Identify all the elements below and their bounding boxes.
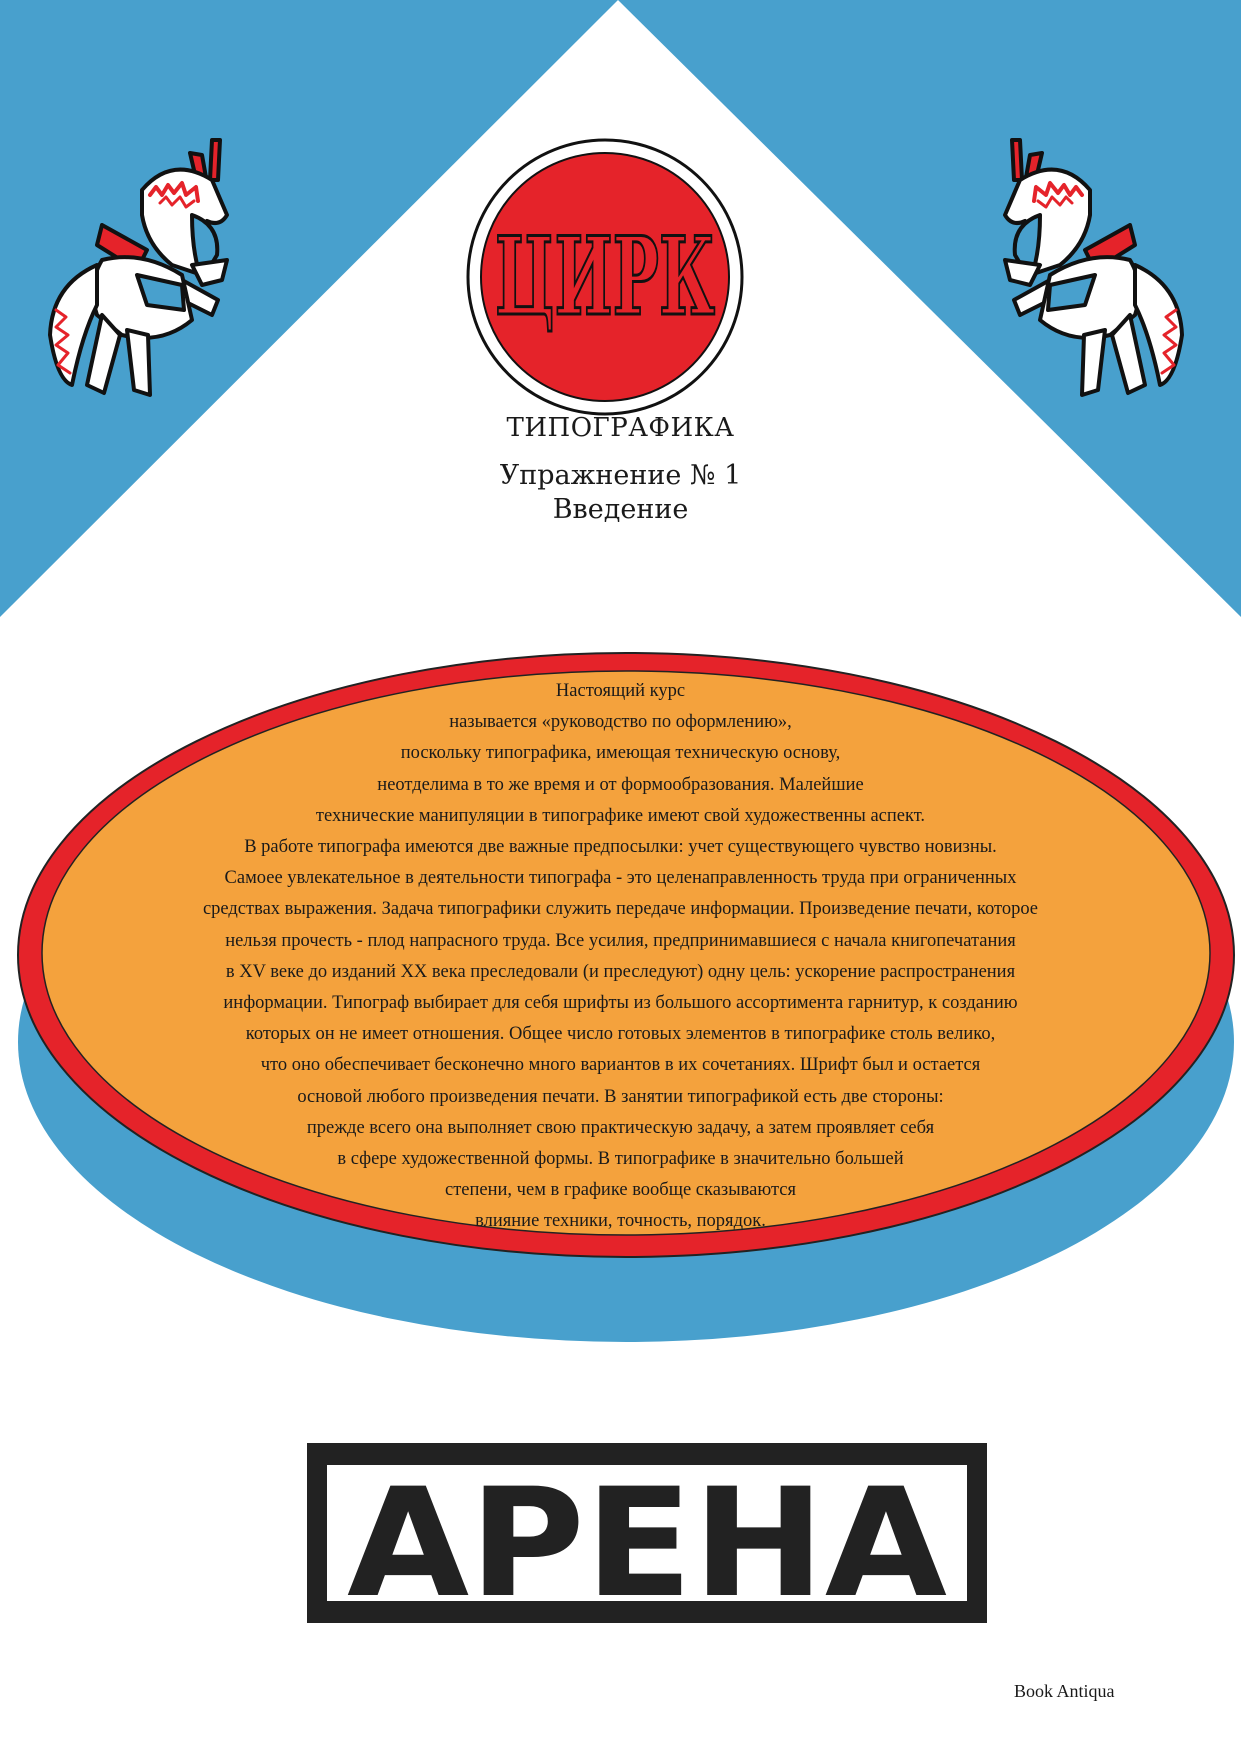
font-name-label: Book Antiqua (1014, 1681, 1115, 1701)
oval-text-line: В работе типографа имеются две важные предпосылки: учет существующего чувство новизны. (244, 837, 997, 858)
oval-text-line: которых он не имеет отношения. Общее число готовых элементов в типографике столь велико, (245, 1024, 996, 1045)
oval-text-line: степени, чем в графике вообще сказываются (445, 1180, 796, 1201)
circus-logo (465, 137, 745, 417)
oval-text-line: поскольку типографика, имеющая техническую основу, (400, 743, 841, 764)
exercise-title: Упражнение № 1 (499, 460, 742, 491)
circus-horse-icon (42, 135, 232, 405)
oval-text-line: нельзя прочесть - плод напрасного труда. Все усилия, предпринимавшиеся с начала книгопечатания (225, 930, 1016, 951)
oval-text-line: неотделима в то же время и от формообразования. Малейшие (377, 774, 864, 795)
subtitle: ТИПОГРАФИКА (506, 413, 735, 443)
arena-text: АРЕНА (347, 1457, 947, 1631)
oval-text-line: технические манипуляции в типографике имеют свой художественны аспект. (315, 805, 926, 826)
oval-text-line: средствах выражения. Задача типографики служить передаче информации. Произведение печати, которое (202, 899, 1039, 920)
logo-text: ЦИРК (495, 214, 715, 340)
oval-text-line: прежде всего она выполняет свою практическую задачу, а затем проявляет себя (306, 1117, 935, 1138)
oval-text-line: Самоее увлекательное в деятельности типографа - это целенаправленность труда при ограниченных (224, 868, 1017, 889)
oval-text-line: информации. Типограф выбирает для себя шрифты из большого ассортимента гарнитур, к созданию (223, 993, 1018, 1014)
oval-text-line: называется «руководство по оформлению», (449, 712, 792, 733)
oval-text-line: в сфере художественной формы. В типографике в значительно большей (337, 1149, 904, 1170)
oval-text-line: основой любого произведения печати. В занятии типографикой есть две стороны: (297, 1086, 944, 1107)
oval-body-text (90, 676, 1151, 1238)
oval-text-line: влияние техники, точность, порядок. (475, 1211, 766, 1232)
intro-title: Введение (552, 494, 689, 525)
circus-horse-icon (1000, 135, 1190, 405)
oval-text-line: что оно обеспечивает бесконечно много вариантов в их сочетаниях. Шрифт был и остается (260, 1055, 981, 1076)
oval-text-line: в XV веке до изданий XX века преследовали (и преследуют) одну цель: ускорение распространения (225, 961, 1016, 982)
oval-text-line: Настоящий курс (555, 681, 686, 701)
arena-plate (307, 1443, 987, 1631)
